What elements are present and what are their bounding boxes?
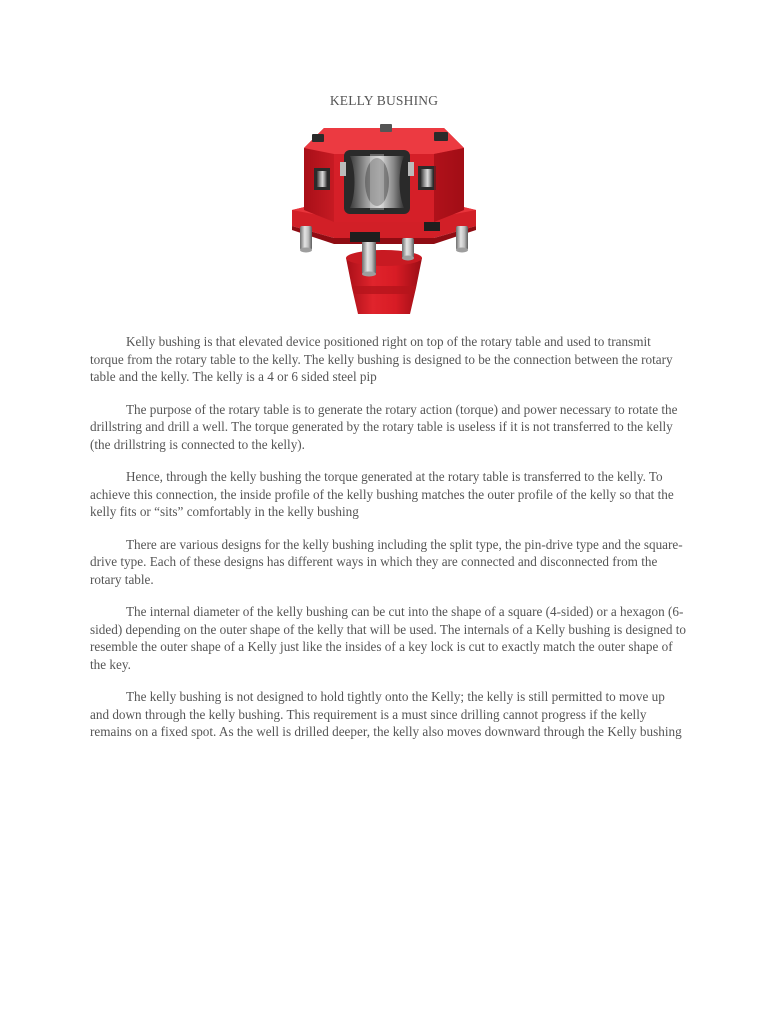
- paragraph-1: Kelly bushing is that elevated device positioned right on top of the rotary table and used to transmit torque from the rotary table to the kelly. The kelly bushing is designed to be the connection between the rotary table and the kelly. The kelly is a 4 or 6 sided steel pip: [90, 334, 673, 384]
- paragraph-6: The kelly bushing is not designed to hold tightly onto the Kelly; the kelly is still permitted to move up and down through the kelly bushing. This requirement is a must since drilling cannot progress if the kelly remains on a fixed spot. As the well is drilled deeper, the kelly also moves downward through the Kelly bushing: [90, 689, 682, 739]
- paragraph-5: The internal diameter of the kelly bushing can be cut into the shape of a square (4-sided) or a hexagon (6-sided) depending on the outer shape of the kelly that will be used. The internals of a Kelly bushing is designed to resemble the outer shape of a Kelly just like the insides of a key lock is cut to exactly match the outer shape of the key.: [90, 604, 686, 672]
- page-title: KELLY BUSHING: [329, 93, 439, 108]
- body-text: [90, 333, 686, 756]
- kelly-bushing-illustration: [284, 118, 484, 318]
- paragraph-4: There are various designs for the kelly bushing including the split type, the pin-drive type and the square-drive type. Each of these designs has different ways in which they are connected and disconnected from the rotary table.: [90, 536, 683, 587]
- paragraph-2: The purpose of the rotary table is to generate the rotary action (torque) and power necessary to rotate the drillstring and drill a well. The torque generated by the rotary table is useless if it is not transferred to the kelly (the drillstring is connected to the kelly).: [90, 401, 678, 452]
- paragraph-3: Hence, through the kelly bushing the torque generated at the rotary table is transferred to the kelly. To achieve this connection, the inside profile of the kelly bushing matches the outer profile of the kelly so that the kelly fits or “sits” comfortably in the kelly bushing: [90, 469, 674, 519]
- kelly-bushing-photo: [284, 118, 484, 318]
